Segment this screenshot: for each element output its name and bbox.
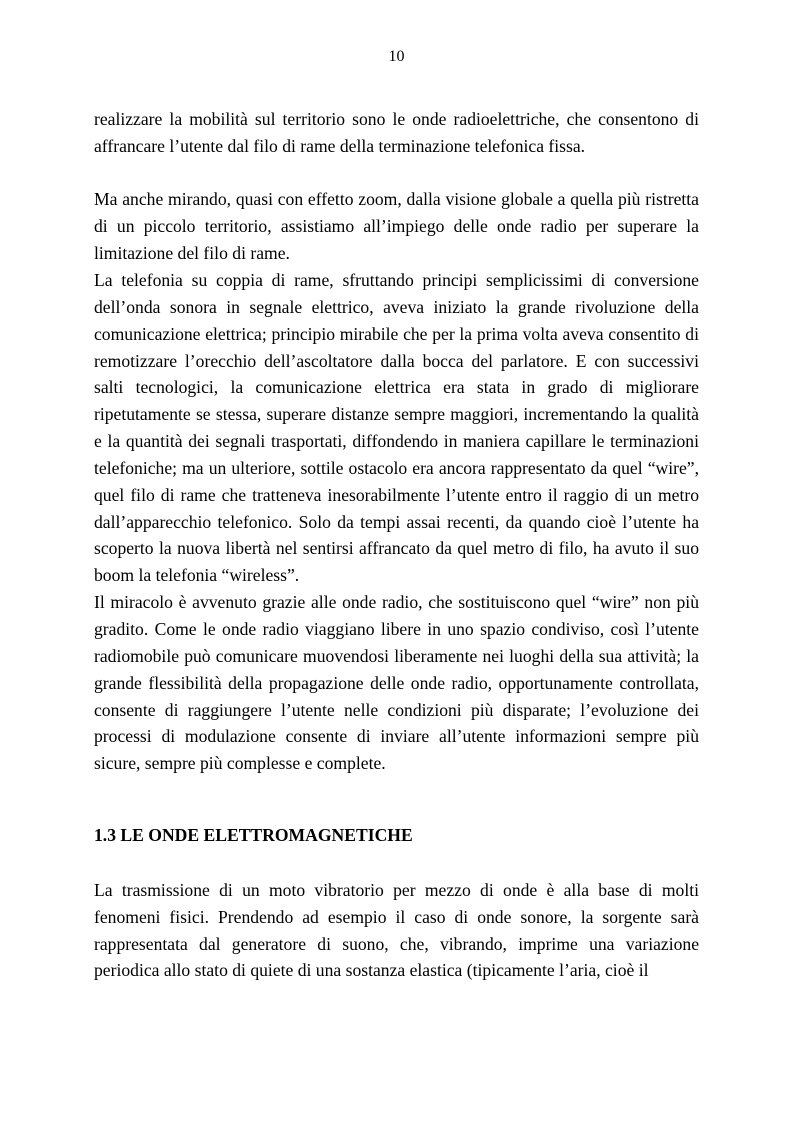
paragraph-radio-miracle: Il miracolo è avvenuto grazie alle onde radio, che sostituiscono quel “wire” non più gradito. Come le onde radio viaggiano libere in uno spazio condiviso, così l’utente radiomobile può comunicare muovendosi liberamente nei luoghi della sua attività; la grande flessibilità della propagazione delle onde radio, opportunamente controllata, consente di raggiungere l’utente nelle condizioni più disparate; l’evoluzione dei processi di modulazione consente di inviare all’utente informazioni sempre più sicure, sempre più complesse e complete. <box>94 592 699 774</box>
paragraph-wave-transmission: La trasmissione di un moto vibratorio per mezzo di onde è alla base di molti fenomeni fisici. Prendendo ad esempio il caso di onde sonore, la sorgente sarà rappresentata dal generatore di suono, che, vibrando, imprime una variazione periodica allo stato di quiete di una sostanza elastica (tipicamente l’aria, cioè il <box>94 879 699 981</box>
page-number: 10 <box>388 48 405 65</box>
document-body <box>94 106 699 984</box>
paragraph-zoom: Ma anche mirando, quasi con effetto zoom, dalla visione globale a quella più ristretta di un piccolo territorio, assistiamo all’impiego delle onde radio per superare la limitazione del filo di rame. <box>94 189 699 264</box>
paragraph-copper-telephony: La telefonia su coppia di rame, sfruttando principi semplicissimi di conversione dell’onda sonora in segnale elettrico, aveva iniziato la grande rivoluzione della comunicazione elettrica; principio mirabile che per la prima volta aveva consentito di remotizzare l’orecchio dell’ascoltatore dalla bocca del parlatore. E con successivi salti tecnologici, la comunicazione elettrica era stata in grado di migliorare ripetutamente se stessa, superare distanze sempre maggiori, incrementando la qualità e la quantità dei segnali trasportati, diffondendo in maniera capillare le terminazioni telefoniche; ma un ulteriore, sottile ostacolo era ancora rappresentato da quel “wire”, quel filo di rame che tratteneva inesorabilmente l’utente entro il raggio di un metro dall’apparecchio telefonico. Solo da tempi assai recenti, da quando cioè l’utente ha scoperto la nuova libertà nel sentirsi affrancato da quel metro di filo, ha avuto il suo boom la telefonia “wireless”. <box>94 270 699 586</box>
paragraph-mobility: realizzare la mobilità sul territorio sono le onde radioelettriche, che consentono di affrancare l’utente dal filo di rame della terminazione telefonica fissa. <box>94 109 699 156</box>
section-heading: 1.3 LE ONDE ELETTROMAGNETICHE <box>94 825 413 846</box>
